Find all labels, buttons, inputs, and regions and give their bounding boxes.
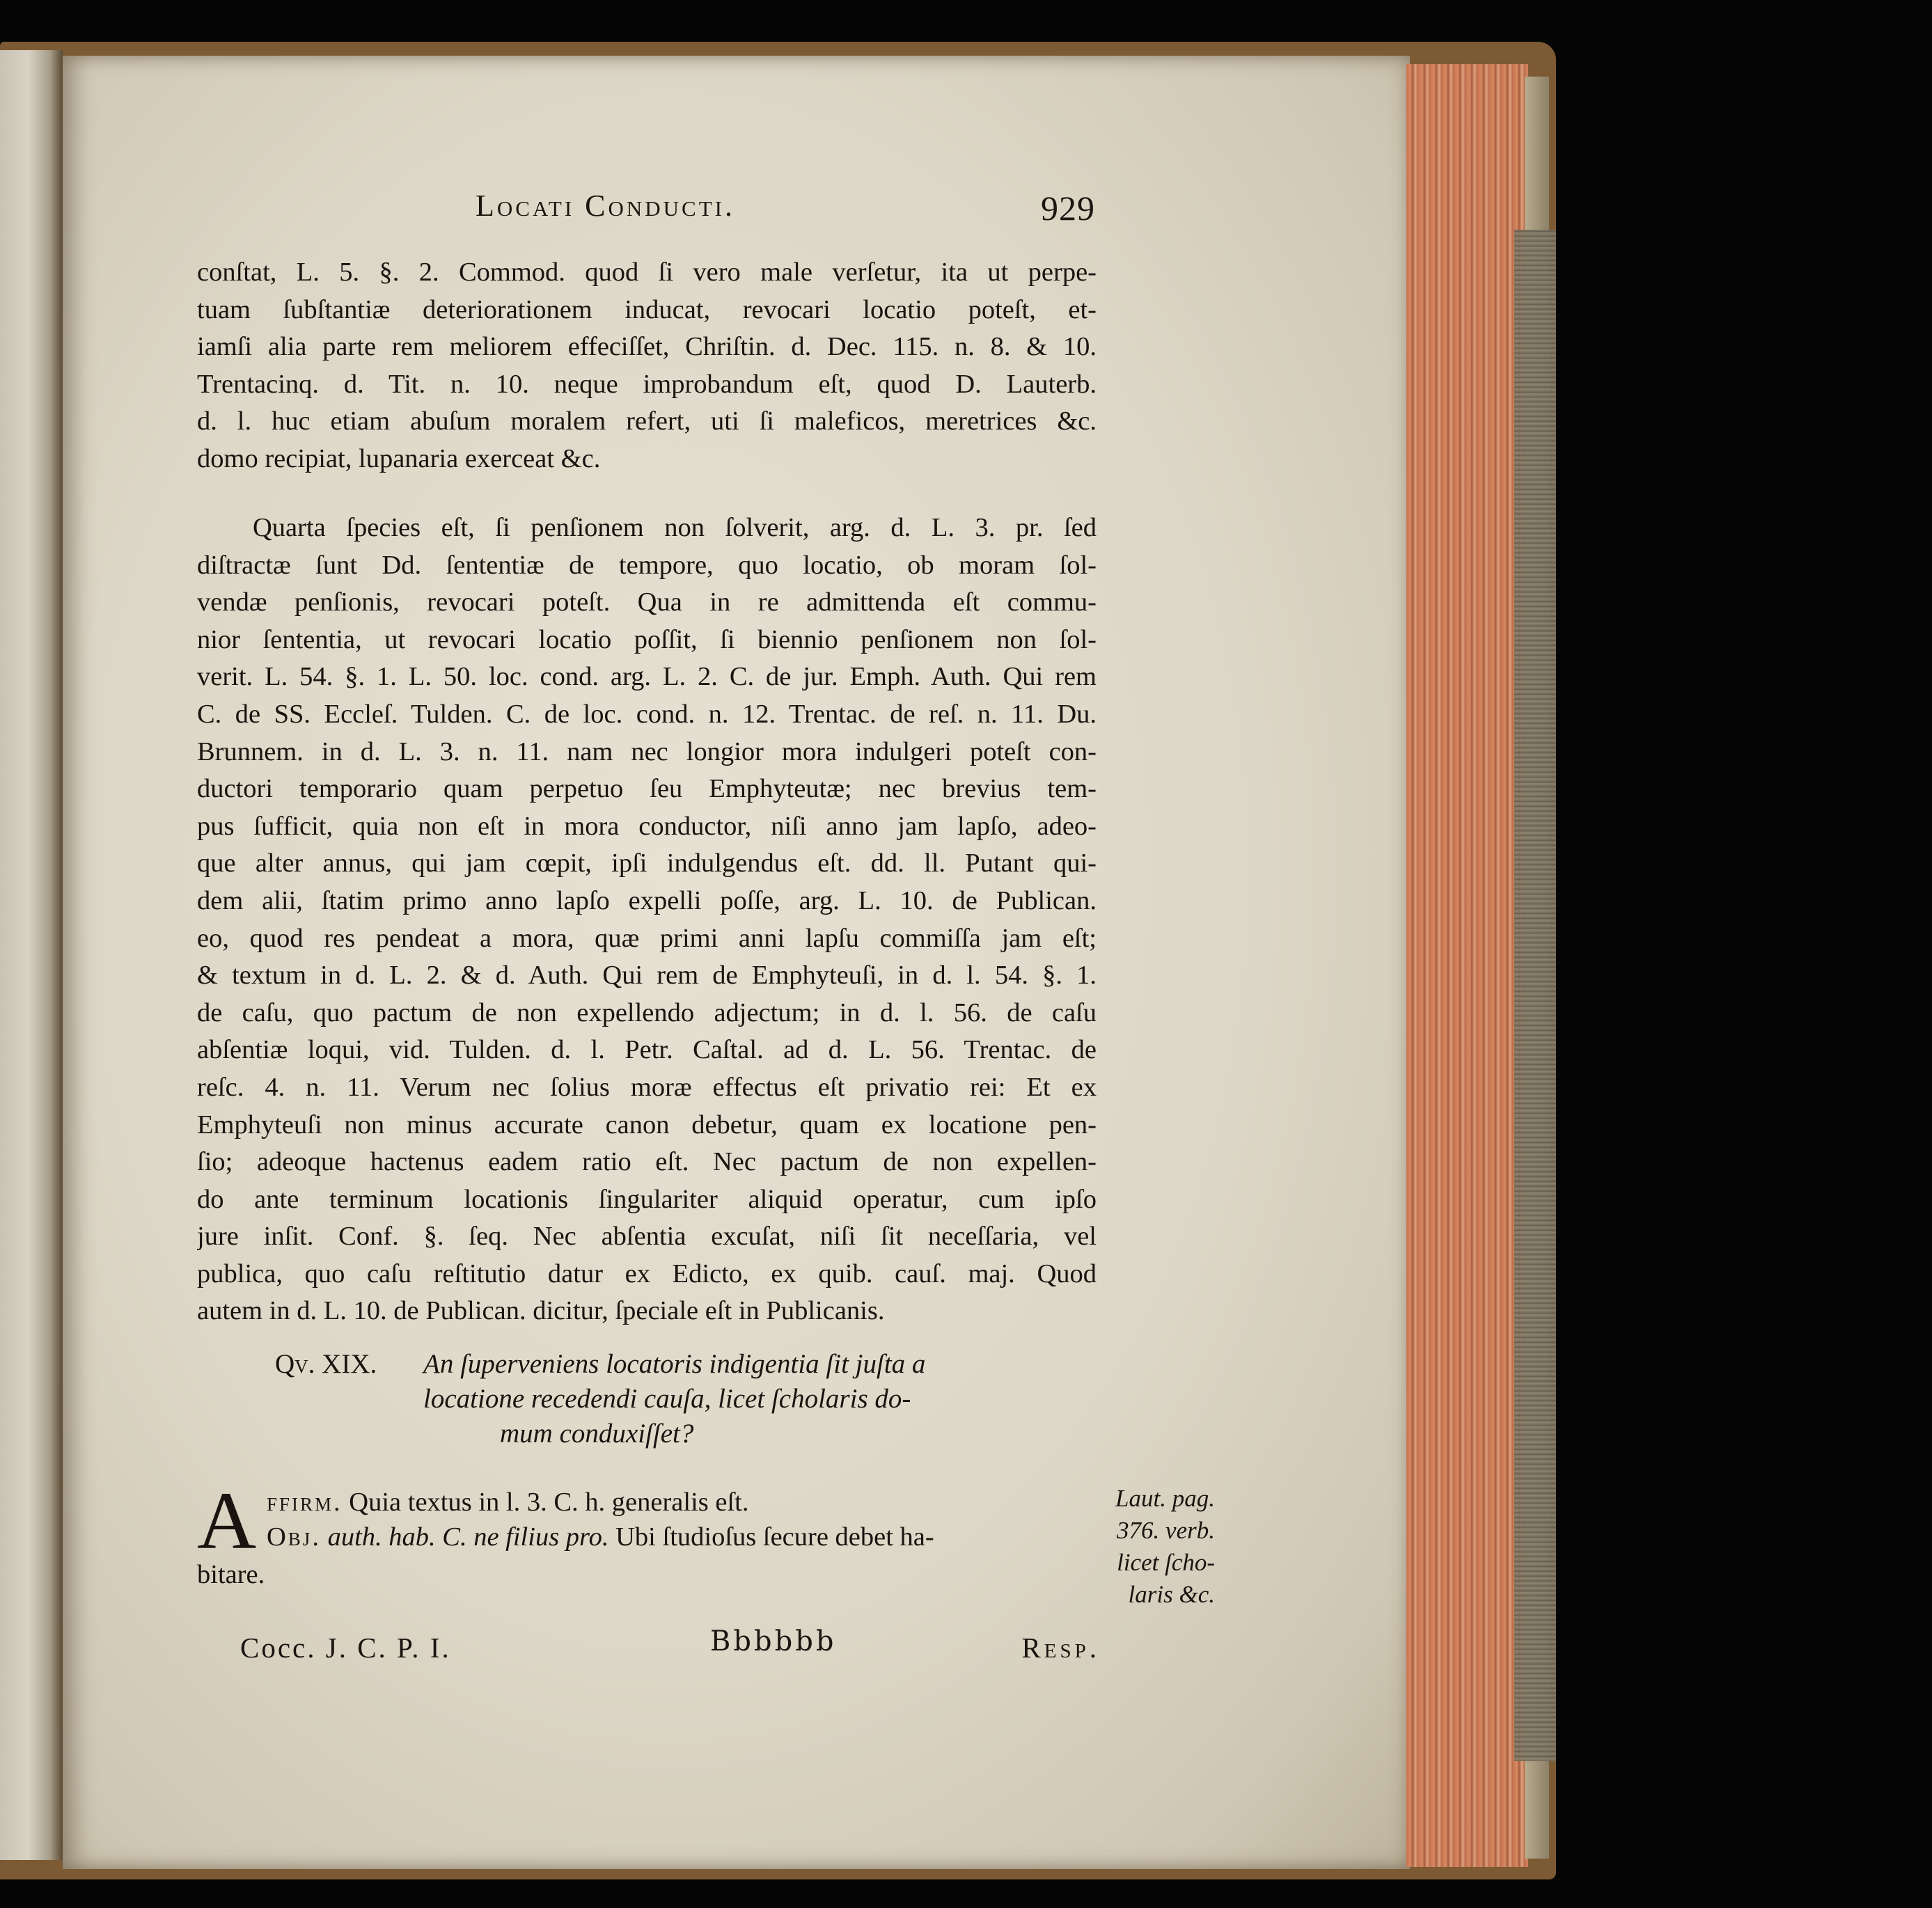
text-line: de caſu, quo pactum de non expellendo adjectum; in d. l. 56. de caſu (197, 998, 1097, 1027)
question-text (423, 1347, 1050, 1451)
text-line: eo, quod res pendeat a mora, quæ primi anni lapſu commiſſa jam eſt; (197, 923, 1097, 953)
running-title: Locati Conducti. (476, 189, 735, 223)
question-line: locatione recedendi cauſa, licet ſcholaris do- (423, 1384, 911, 1414)
page-number: 929 (1041, 189, 1095, 228)
answer-line-3: bitare. (197, 1560, 265, 1589)
text-line: Brunnem. in d. L. 3. n. 11. nam nec longior mora indulgeri poteſt con- (197, 736, 1097, 766)
text-line: ductori temporario quam perpetuo ſeu Emphyteutæ; nec brevius tem- (197, 774, 1097, 804)
text-line: dem alii, ſtatim primo anno lapſo expelli poſſe, arg. L. 10. de Publican. (197, 885, 1097, 915)
answer-affirm-text: Quia textus in l. 3. C. h. generalis eſt. (349, 1488, 749, 1517)
text-line: que alter annus, qui jam cœpit, ipſi indulgendus eſt. dd. ll. Putant qui- (197, 849, 1097, 878)
text-line: jure inſit. Conf. §. ſeq. Nec abſentia excuſat, niſi ſit neceſſaria, vel (197, 1222, 1097, 1252)
page-edges (1406, 64, 1528, 1867)
answer-objection-text: Ubi ſtudioſus ſecure debet ha- (615, 1522, 934, 1552)
answer-objection-label: Obj. (267, 1522, 321, 1552)
paragraph-2 (197, 510, 1097, 1330)
page-footer (240, 1625, 1100, 1673)
text-line: ſio; adeoque hactenus eadem ratio eſt. Nec pactum de non expellen- (197, 1147, 1097, 1177)
running-header (476, 188, 1095, 237)
drop-cap: A (197, 1475, 257, 1566)
margin-note-line: Laut. pag. (1115, 1485, 1215, 1512)
text-line: domo recipiat, lupanaria exerceat &c. (197, 443, 601, 473)
margin-note-line: laris &c. (1128, 1581, 1215, 1608)
text-line: C. de SS. Eccleſ. Tulden. C. de loc. cond. n. 12. Trentac. de reſ. n. 11. Du. (197, 699, 1097, 729)
question-line: mum conduxiſſet? (500, 1419, 694, 1449)
text-line: verit. L. 54. §. 1. L. 50. loc. cond. arg. L. 2. C. de jur. Emph. Auth. Qui rem (197, 662, 1097, 692)
answer-line-1 (267, 1485, 749, 1520)
answer-line-2 (267, 1520, 934, 1555)
text-line: reſc. 4. n. 11. Verum nec ſolius moræ effectus eſt privatio rei: Et ex (197, 1072, 1097, 1102)
catchword: Resp. (1021, 1632, 1100, 1664)
left-page-edge (0, 50, 63, 1860)
text-line: nior ſententia, ut revocari locatio poſſit, ſi biennio penſionem non ſol- (197, 624, 1097, 654)
text-line: abſentiæ loqui, vid. Tulden. d. l. Petr. Caſtal. ad d. L. 56. Trentac. de (197, 1035, 1097, 1065)
footer-author: Cocc. J. C. P. I. (240, 1632, 451, 1664)
answer-objection-citation: auth. hab. C. ne filius pro. (327, 1522, 609, 1552)
text-line: do ante terminum locationis ſingulariter aliquid operatur, cum ipſo (197, 1184, 1097, 1214)
text-line: pus ſufficit, quia non eſt in mora conductor, niſi anno jam lapſo, adeo- (197, 811, 1097, 841)
question-label: Qv. XIX. (275, 1349, 377, 1379)
margin-note (1076, 1483, 1215, 1611)
text-line: Quarta ſpecies eſt, ſi penſionem non ſolverit, arg. d. L. 3. pr. ſed (253, 513, 1097, 542)
text-line: Trentacinq. d. Tit. n. 10. neque improbandum eſt, quod D. Lauterb. (197, 369, 1097, 399)
cover-board (1514, 230, 1556, 1761)
text-line: autem in d. L. 10. de Publican. dicitur, ſpeciale eſt in Publicanis. (197, 1296, 885, 1326)
text-line: & textum in d. L. 2. & d. Auth. Qui rem de Emphyteuſi, in d. l. 54. §. 1. (197, 961, 1097, 991)
text-line: tuam ſubſtantiæ deteriorationem inducat, revocari locatio poteſt, et- (197, 294, 1097, 324)
margin-note-line: 376. verb. (1117, 1517, 1215, 1544)
text-line: publica, quo caſu reſtitutio datur ex Edicto, ex quib. cauſ. maj. Quod (197, 1259, 1097, 1288)
margin-note-line: licet ſcho- (1117, 1549, 1215, 1576)
text-line: conſtat, L. 5. §. 2. Commod. quod ſi vero male verſetur, ita ut perpe- (197, 258, 1097, 287)
paragraph-1 (197, 254, 1097, 478)
text-line: Emphyteuſi non minus accurate canon debetur, quam ex locatione pen- (197, 1110, 1097, 1140)
text-line: d. l. huc etiam abuſum moralem refert, uti ſi maleficos, meretrices &c. (197, 407, 1097, 436)
text-line: vendæ penſionis, revocari poteſt. Qua in re admittenda eſt commu- (197, 588, 1097, 617)
text-line: iamſi alia parte rem meliorem effeciſſet, Chriſtin. d. Dec. 115. n. 8. & 10. (197, 332, 1097, 362)
signature-mark: Bbbbbb (710, 1625, 837, 1657)
answer-affirm-label: ffirm. (267, 1488, 343, 1517)
question-line: An ſuperveniens locatoris indigentia ſit juſta a (423, 1349, 926, 1379)
text-line: diſtractæ ſunt Dd. ſententiæ de tempore, quo locatio, ob moram ſol- (197, 550, 1097, 580)
